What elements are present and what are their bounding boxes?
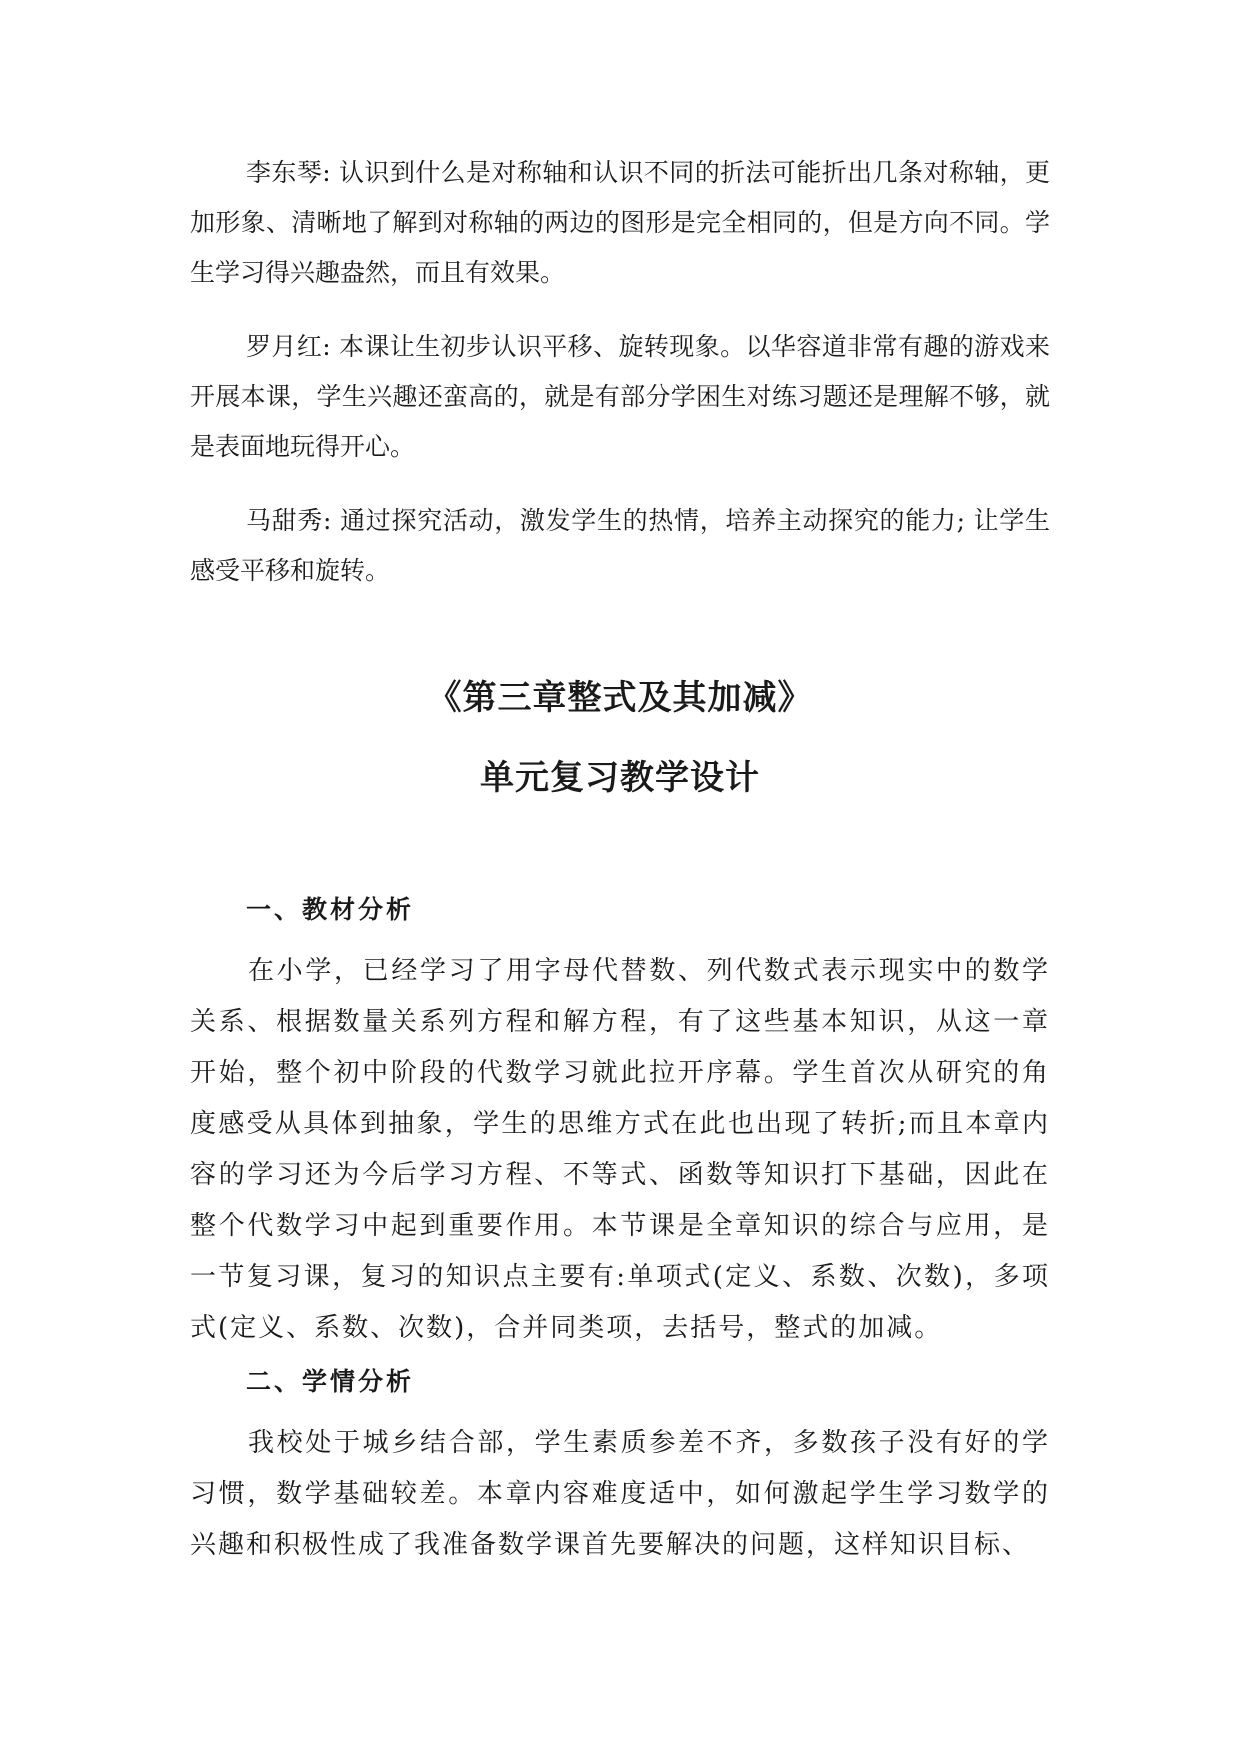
- section-heading-student-analysis: 二、学情分析: [246, 1367, 415, 1396]
- comment-paragraph: 李东琴: 认识到什么是对称轴和认识不同的折法可能折出几条对称轴，更加形象、清晰地了解到对称轴的两边的图形是完全相同的，但是方向不同。学生学习得兴趣盎然，而且有效果。: [190, 158, 1050, 287]
- comment-paragraph: 马甜秀: 通过探究活动，激发学生的热情，培养主动探究的能力; 让学生感受平移和旋转。: [190, 506, 1050, 585]
- section-heading-textbook-analysis: 一、教材分析: [246, 895, 415, 924]
- document-title: [190, 658, 1050, 818]
- title-line-chapter: 《第三章整式及其加减》: [427, 678, 813, 718]
- section-body-textbook-analysis: 在小学，已经学习了用字母代替数、列代数式表示现实中的数学关系、根据数量关系列方程和解方程，有了这些基本知识，从这一章开始，整个初中阶段的代数学习就此拉开序幕。学生首次从研究的角度感受从具体到抽象，学生的思维方式在此也出现了转折;而且本章内容的学习还为今后学习方程、不等式、函数等知识打下基础，因此在整个代数学习中起到重要作用。本节课是全章知识的综合与应用，是一节复习课，复习的知识点主要有:单项式(定义、系数、次数)，多项式(定义、系数、次数)，合并同类项，去括号，整式的加减。: [190, 956, 1050, 1343]
- title-line-design: 单元复习教学设计: [480, 758, 760, 798]
- teacher-comments: [190, 148, 1050, 620]
- comment-paragraph: 罗月红: 本课让生初步认识平移、旋转现象。以华容道非常有趣的游戏来开展本课，学生兴趣还蛮高的，就是有部分学困生对练习题还是理解不够，就是表面地玩得开心。: [190, 332, 1050, 461]
- section-body-student-analysis: 我校处于城乡结合部，学生素质参差不齐，多数孩子没有好的学习惯，数学基础较差。本章内容难度适中，如何激起学生学习数学的兴趣和积极性成了我准备数学课首先要解决的问题，这样知识目标、: [190, 1428, 1050, 1560]
